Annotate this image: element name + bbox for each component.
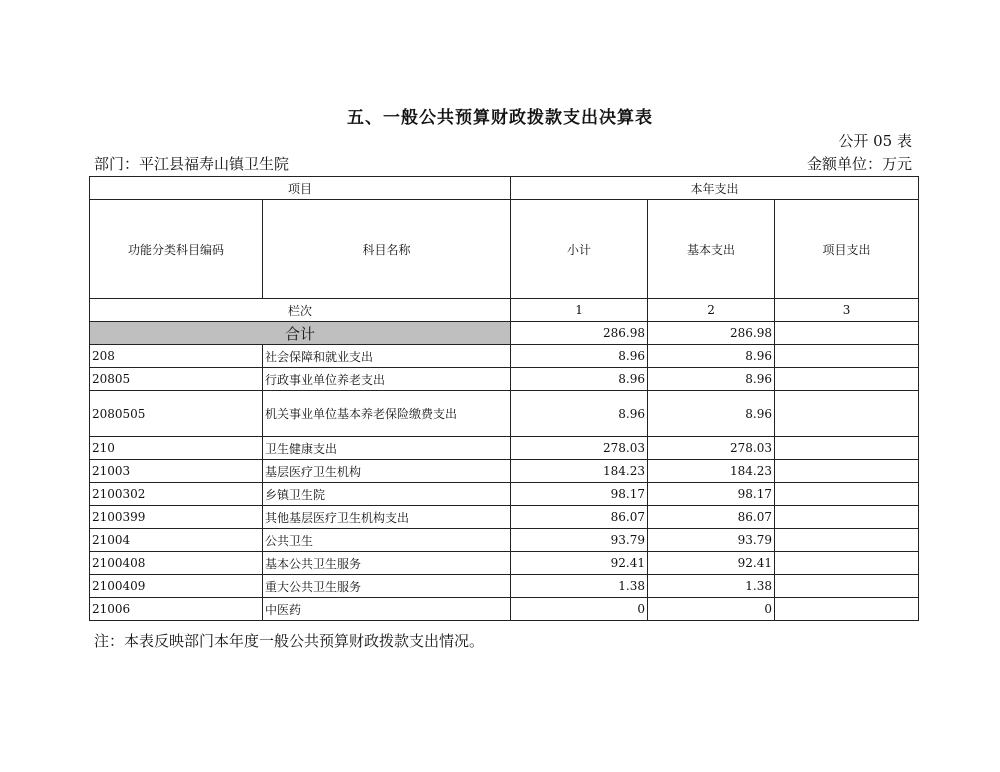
row-name: 机关事业单位基本养老保险缴费支出 — [263, 391, 511, 437]
row-basic: 92.41 — [648, 552, 775, 575]
footnote: 注：本表反映部门本年度一般公共预算财政拨款支出情况。 — [94, 632, 485, 650]
row-project — [775, 437, 919, 460]
row-name: 基层医疗卫生机构 — [263, 460, 511, 483]
table-row — [90, 598, 919, 621]
table-row — [90, 506, 919, 529]
row-project — [775, 506, 919, 529]
row-project — [775, 529, 919, 552]
row-project — [775, 345, 919, 368]
table-row — [90, 575, 919, 598]
header-func-code: 功能分类科目编码 — [90, 200, 263, 299]
row-basic: 184.23 — [648, 460, 775, 483]
header-row-column-order — [90, 299, 919, 322]
row-basic: 93.79 — [648, 529, 775, 552]
row-code: 20805 — [90, 368, 263, 391]
form-number: 公开 05 表 — [838, 132, 912, 150]
row-subtotal: 278.03 — [511, 437, 648, 460]
table-row — [90, 368, 919, 391]
table-row — [90, 529, 919, 552]
total-row — [90, 322, 919, 345]
row-subtotal: 0 — [511, 598, 648, 621]
row-name: 行政事业单位养老支出 — [263, 368, 511, 391]
row-name: 社会保障和就业支出 — [263, 345, 511, 368]
page-title: 五、一般公共预算财政拨款支出决算表 — [347, 108, 653, 128]
row-code: 2080505 — [90, 391, 263, 437]
row-name: 卫生健康支出 — [263, 437, 511, 460]
row-name: 重大公共卫生服务 — [263, 575, 511, 598]
header-col-1: 1 — [511, 299, 648, 322]
header-column-order: 栏次 — [90, 299, 511, 322]
header-current-year-expense: 本年支出 — [511, 177, 919, 200]
row-code: 210 — [90, 437, 263, 460]
row-subtotal: 86.07 — [511, 506, 648, 529]
header-col-3: 3 — [775, 299, 919, 322]
row-subtotal: 92.41 — [511, 552, 648, 575]
row-code: 208 — [90, 345, 263, 368]
total-basic: 286.98 — [648, 322, 775, 345]
row-basic: 8.96 — [648, 368, 775, 391]
table-row — [90, 483, 919, 506]
row-project — [775, 598, 919, 621]
row-code: 21003 — [90, 460, 263, 483]
table-row — [90, 345, 919, 368]
row-code: 2100399 — [90, 506, 263, 529]
row-code: 2100408 — [90, 552, 263, 575]
header-basic-expense: 基本支出 — [648, 200, 775, 299]
row-basic: 0 — [648, 598, 775, 621]
row-basic: 98.17 — [648, 483, 775, 506]
row-subtotal: 98.17 — [511, 483, 648, 506]
total-project — [775, 322, 919, 345]
header-subtotal: 小计 — [511, 200, 648, 299]
department-label: 部门：平江县福寿山镇卫生院 — [94, 155, 290, 173]
table-row — [90, 391, 919, 437]
table-row — [90, 460, 919, 483]
row-basic: 8.96 — [648, 391, 775, 437]
total-label: 合计 — [90, 322, 511, 345]
row-code: 2100409 — [90, 575, 263, 598]
row-code: 21004 — [90, 529, 263, 552]
row-project — [775, 575, 919, 598]
table-row — [90, 437, 919, 460]
row-name: 其他基层医疗卫生机构支出 — [263, 506, 511, 529]
header-project: 项目 — [90, 177, 511, 200]
row-name: 乡镇卫生院 — [263, 483, 511, 506]
row-subtotal: 8.96 — [511, 345, 648, 368]
row-project — [775, 483, 919, 506]
row-basic: 8.96 — [648, 345, 775, 368]
total-subtotal: 286.98 — [511, 322, 648, 345]
header-project-expense: 项目支出 — [775, 200, 919, 299]
row-project — [775, 552, 919, 575]
row-subtotal: 8.96 — [511, 368, 648, 391]
row-basic: 86.07 — [648, 506, 775, 529]
row-project — [775, 391, 919, 437]
row-code: 21006 — [90, 598, 263, 621]
row-code: 2100302 — [90, 483, 263, 506]
header-subject-name: 科目名称 — [263, 200, 511, 299]
row-basic: 278.03 — [648, 437, 775, 460]
unit-label: 金额单位：万元 — [806, 155, 912, 173]
row-name: 中医药 — [263, 598, 511, 621]
header-col-2: 2 — [648, 299, 775, 322]
row-subtotal: 8.96 — [511, 391, 648, 437]
row-subtotal: 184.23 — [511, 460, 648, 483]
row-project — [775, 460, 919, 483]
header-row-columns — [90, 200, 919, 299]
table-row — [90, 552, 919, 575]
header-row-top — [90, 177, 919, 200]
row-project — [775, 368, 919, 391]
row-subtotal: 1.38 — [511, 575, 648, 598]
row-basic: 1.38 — [648, 575, 775, 598]
row-subtotal: 93.79 — [511, 529, 648, 552]
budget-table — [89, 176, 919, 621]
row-name: 基本公共卫生服务 — [263, 552, 511, 575]
row-name: 公共卫生 — [263, 529, 511, 552]
